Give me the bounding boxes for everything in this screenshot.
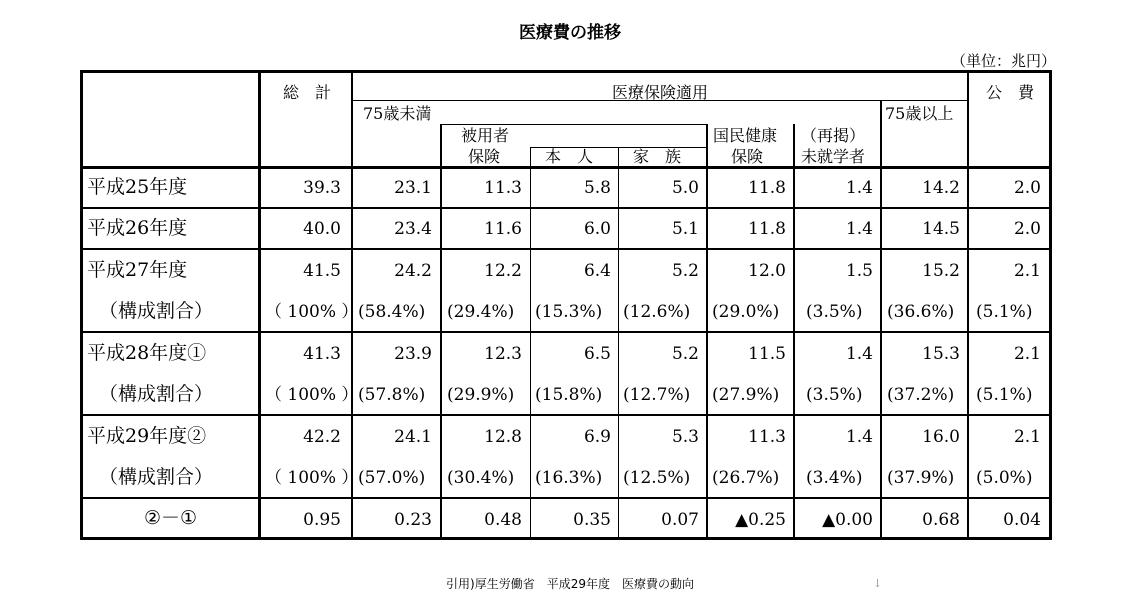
- cell-value: 2.0: [1013, 219, 1041, 239]
- cell-value: 12.2: [484, 261, 522, 281]
- source-citation: 引用)厚生労働省 平成29年度 医療費の動向: [446, 577, 694, 591]
- cell-share: (29.0%): [712, 302, 780, 322]
- header-repost-2: 未就学者: [801, 147, 866, 166]
- row-label: 平成27年度: [87, 259, 188, 281]
- cell-value: 23.1: [394, 178, 432, 198]
- header-national-1: 国民健康: [713, 126, 778, 145]
- cell-share: （ 100% ）: [265, 468, 359, 488]
- header-over75: 75歳以上: [885, 104, 954, 123]
- cell-share: (37.9%): [887, 468, 955, 488]
- cell-share: (37.2%): [887, 385, 955, 405]
- col-line: [258, 73, 261, 537]
- cell-value: 24.1: [394, 427, 432, 447]
- header-under75: 75歳未満: [363, 104, 432, 123]
- cell-share: (29.4%): [447, 302, 515, 322]
- cell-value: 40.0: [303, 219, 341, 239]
- cell-value: 12.8: [484, 427, 522, 447]
- cell-share: (3.5%): [806, 385, 863, 405]
- page-title: 医療費の推移: [519, 23, 621, 43]
- cell-share: (12.6%): [623, 302, 691, 322]
- cell-value: 2.1: [1013, 261, 1041, 281]
- cell-share: (15.3%): [535, 302, 603, 322]
- cell-share: (16.3%): [535, 468, 603, 488]
- cell-value: 16.0: [922, 427, 960, 447]
- cell-value: 41.3: [303, 344, 341, 364]
- cell-value: 41.5: [303, 261, 341, 281]
- cell-value: 6.4: [583, 261, 611, 281]
- cell-value: 14.5: [922, 219, 960, 239]
- cell-value: ▲0.00: [822, 510, 873, 530]
- cell-share: (5.1%): [976, 302, 1033, 322]
- cell-value: 11.3: [748, 427, 786, 447]
- cell-value: 23.4: [394, 219, 432, 239]
- cell-value: 0.48: [484, 510, 522, 530]
- row-line: [83, 248, 1049, 250]
- cell-value: 5.2: [671, 344, 699, 364]
- cell-value: 11.8: [748, 219, 786, 239]
- cell-value: 42.2: [303, 427, 341, 447]
- cell-value: 2.0: [1013, 178, 1041, 198]
- cell-value: 12.3: [484, 344, 522, 364]
- cell-value: 15.2: [922, 261, 960, 281]
- cell-value: 6.9: [583, 427, 611, 447]
- cell-value: 14.2: [922, 178, 960, 198]
- header-public: 公 費: [986, 83, 1035, 102]
- header-family: 家 族: [633, 147, 682, 166]
- header-repost-1: （再掲）: [801, 126, 866, 145]
- cell-value: 1.4: [845, 344, 873, 364]
- cell-value: 0.68: [922, 510, 960, 530]
- cell-share: (15.8%): [535, 385, 603, 405]
- edge-mark: ↓: [873, 577, 883, 590]
- cell-share: (26.7%): [712, 468, 780, 488]
- cell-share: (57.0%): [358, 468, 426, 488]
- cell-value: 0.07: [661, 510, 699, 530]
- cell-value: 2.1: [1013, 344, 1041, 364]
- cell-share: (3.4%): [806, 468, 863, 488]
- cell-value: 1.4: [845, 427, 873, 447]
- cell-value: 1.5: [845, 261, 873, 281]
- row-label: 平成29年度②: [87, 425, 207, 447]
- row-line: [83, 331, 1049, 333]
- cell-share: (5.0%): [976, 468, 1033, 488]
- cell-share: (58.4%): [358, 302, 426, 322]
- header-self: 本 人: [545, 147, 594, 166]
- cell-value: 6.0: [583, 219, 611, 239]
- cell-share: (29.9%): [447, 385, 515, 405]
- cell-value: 6.5: [583, 344, 611, 364]
- cell-share: (3.5%): [806, 302, 863, 322]
- cell-share: (27.9%): [712, 385, 780, 405]
- cell-share: (5.1%): [976, 385, 1033, 405]
- cell-value: 15.3: [922, 344, 960, 364]
- cell-share: （ 100% ）: [265, 385, 359, 405]
- cell-value: 0.35: [573, 510, 611, 530]
- cell-value: 1.4: [845, 219, 873, 239]
- cell-value: 11.3: [484, 178, 522, 198]
- cell-value: 23.9: [394, 344, 432, 364]
- cell-share: (57.8%): [358, 385, 426, 405]
- cell-value: 12.0: [748, 261, 786, 281]
- row-label: （構成割合）: [99, 383, 214, 405]
- cell-value: 5.2: [671, 261, 699, 281]
- col-line: [618, 147, 619, 537]
- cell-value: 0.23: [394, 510, 432, 530]
- cell-value: 2.1: [1013, 427, 1041, 447]
- cell-share: (30.4%): [447, 468, 515, 488]
- header-total: 総 計: [283, 83, 332, 102]
- row-label: ②－①: [143, 507, 198, 529]
- cell-value: ▲0.25: [735, 510, 786, 530]
- cell-value: 0.04: [1003, 510, 1041, 530]
- cell-value: 11.5: [748, 344, 786, 364]
- row-label: 平成28年度①: [87, 342, 207, 364]
- cell-value: 5.8: [583, 178, 611, 198]
- cell-value: 0.95: [303, 510, 341, 530]
- header-employee-2: 保険: [468, 147, 501, 166]
- row-label: 平成25年度: [87, 176, 188, 198]
- row-line: [83, 497, 1049, 499]
- unit-label: （単位：兆円）: [950, 52, 1056, 70]
- cell-share: (12.7%): [623, 385, 691, 405]
- cell-value: 5.3: [671, 427, 699, 447]
- header-national-2: 保険: [731, 147, 764, 166]
- col-line: [530, 147, 531, 537]
- row-line: [83, 414, 1049, 416]
- cell-value: 39.3: [303, 178, 341, 198]
- cell-share: (36.6%): [887, 302, 955, 322]
- row-label: （構成割合）: [99, 300, 214, 322]
- medical-cost-table: [80, 70, 1052, 540]
- cell-share: (12.5%): [623, 468, 691, 488]
- cell-value: 11.6: [484, 219, 522, 239]
- cell-value: 1.4: [845, 178, 873, 198]
- cell-value: 24.2: [394, 261, 432, 281]
- cell-value: 11.8: [748, 178, 786, 198]
- cell-share: （ 100% ）: [265, 302, 359, 322]
- header-line: [442, 124, 706, 125]
- row-label: 平成26年度: [87, 217, 188, 239]
- cell-value: 5.0: [671, 178, 699, 198]
- header-employee-1: 被用者: [461, 126, 510, 145]
- cell-value: 5.1: [671, 219, 699, 239]
- row-line: [83, 207, 1049, 209]
- header-medical-insurance: 医療保険適用: [611, 83, 708, 102]
- row-label: （構成割合）: [99, 466, 214, 488]
- col-line: [967, 73, 969, 537]
